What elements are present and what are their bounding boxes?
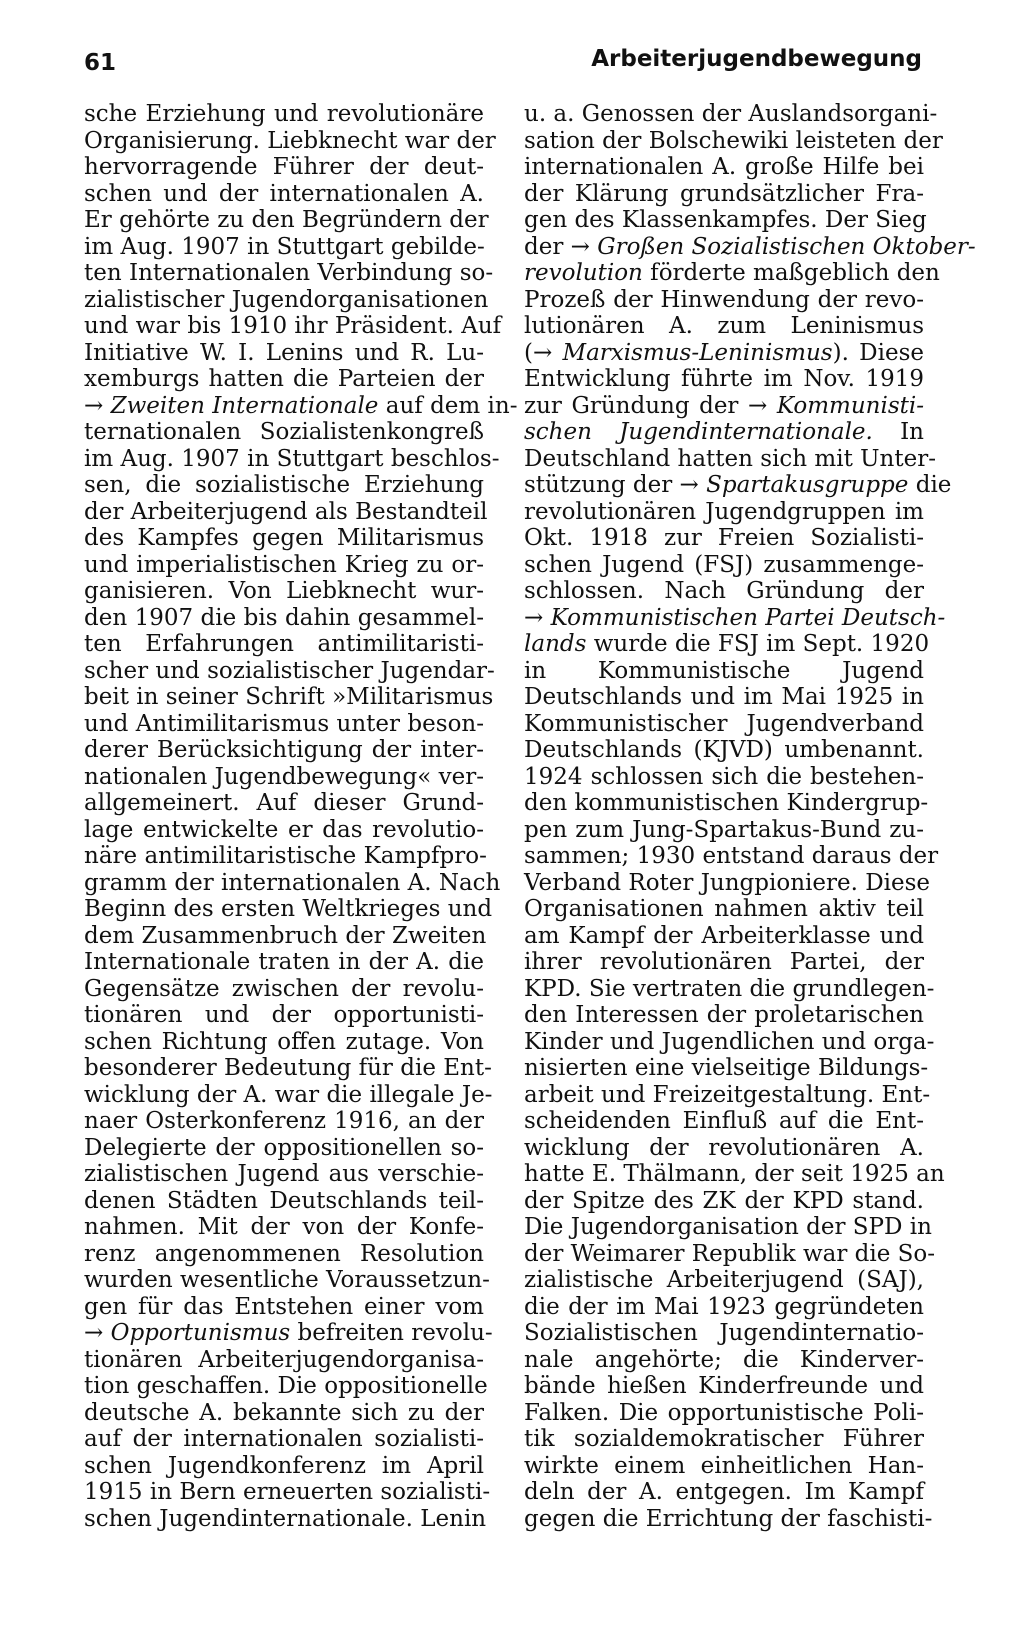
text-line (524, 393, 924, 420)
text-segment: der Arbeiterjugend als Bestandteil (84, 498, 488, 525)
text-line (84, 1135, 484, 1162)
text-segment: zur Gründung der → (524, 392, 777, 419)
text-segment: Kommunistischer Jugendverband (524, 710, 924, 737)
text-segment: scher und sozialistischer Jugendar- (84, 657, 495, 684)
text-line (524, 1294, 924, 1321)
text-segment: sche Erziehung und revolutionäre (84, 101, 484, 127)
text-segment: schen Jugend (FSJ) zusammenge- (524, 551, 924, 578)
text-segment: zialistischen Jugend aus verschie- (84, 1161, 484, 1187)
text-segment: Gegensätze zwischen der revolu- (84, 975, 484, 1002)
text-line (524, 658, 924, 685)
text-segment: die der im Mai 1923 gegründeten (524, 1293, 924, 1320)
text-line (84, 127, 496, 155)
text-line (84, 1373, 488, 1400)
text-line (524, 1108, 924, 1135)
text-segment: stützung der → (524, 472, 707, 498)
text-segment: xemburgs hatten die Parteien der (84, 366, 484, 392)
text-segment: sammen; 1930 entstand daraus der (524, 843, 939, 869)
text-line (84, 1241, 484, 1268)
text-line (84, 737, 484, 764)
text-line (84, 498, 488, 526)
text-line (524, 923, 924, 950)
text-line (84, 1161, 484, 1188)
text-line (84, 1400, 484, 1427)
text-line (84, 605, 484, 632)
text-segment: im Aug. 1907 in Stuttgart gebilde- (84, 233, 485, 260)
text-segment: bände hießen Kinderfreunde und (524, 1373, 924, 1399)
text-line (524, 207, 927, 234)
text-line (524, 1479, 924, 1506)
text-segment: wurde die FSJ im Sept. 1920 (586, 631, 930, 657)
text-segment: Deutschlands (KJVD) umbenannt. (524, 737, 924, 763)
text-segment: nationalen Jugendbewegung« ver- (84, 763, 484, 790)
text-line (84, 1347, 484, 1374)
text-line (84, 817, 484, 844)
text-line (84, 445, 500, 473)
text-line (84, 1479, 491, 1506)
text-line (84, 1267, 490, 1294)
text-segment: tionären Arbeiterjugendorganisa- (84, 1346, 484, 1373)
text-segment: wicklung der A. war die illegale Je- (84, 1081, 493, 1108)
text-line (84, 1505, 487, 1533)
text-line (524, 1505, 933, 1533)
text-line (524, 684, 924, 711)
text-line (84, 1055, 492, 1082)
text-segment: besonderer Bedeutung für die Ent- (84, 1055, 492, 1081)
text-segment: zialistischer Jugendorganisationen (84, 286, 489, 313)
text-line (524, 260, 940, 287)
text-line (524, 843, 939, 870)
text-segment: allgemeinert. Auf dieser Grund- (84, 790, 484, 816)
text-segment: Entwicklung führte im Nov. 1919 (524, 366, 924, 392)
text-line (84, 1426, 484, 1453)
text-line (524, 764, 924, 791)
text-line (84, 181, 484, 208)
text-segment: KPD. Sie vertraten die grundlegen- (524, 975, 935, 1002)
text-line (524, 313, 924, 340)
text-line (524, 604, 946, 632)
text-line (524, 472, 952, 499)
text-segment: tik sozialdemokratischer Führer (524, 1426, 924, 1452)
text-segment: gramm der internationalen A. Nach (84, 869, 501, 896)
text-line (84, 1029, 484, 1056)
text-segment: und Antimilitarismus unter beson- (84, 710, 484, 737)
text-segment: gen für das Entstehen einer vom (84, 1293, 484, 1320)
text-segment: tionären und der opportunisti- (84, 1002, 484, 1028)
page-number: 61 (84, 50, 117, 76)
text-segment: In (872, 419, 924, 445)
text-segment: Organisierung. Liebknecht war der (84, 127, 496, 154)
cross-reference: revolution (524, 260, 643, 286)
text-line (524, 1400, 924, 1427)
text-line (84, 1320, 493, 1347)
text-line (84, 392, 518, 420)
text-line (524, 1267, 924, 1294)
cross-reference: Großen Sozialistischen Oktober- (597, 233, 976, 260)
text-line (524, 949, 924, 976)
text-segment: schlossen. Nach Gründung der (524, 578, 924, 604)
text-line (84, 922, 487, 950)
text-segment: hervorragende Führer der deut- (84, 154, 484, 180)
text-line (84, 552, 484, 579)
text-segment: Kinder und Jugendlichen und orga- (524, 1028, 935, 1055)
cross-reference: Spartakusgruppe (706, 472, 909, 498)
text-segment: gen des Klassenkampfes. Der Sieg (524, 207, 927, 233)
text-line (84, 101, 484, 128)
text-line (524, 737, 924, 764)
text-line (524, 817, 924, 844)
text-segment: tion geschaffen. Die oppositionelle (84, 1373, 488, 1399)
text-segment: in Kommunistische Jugend (524, 657, 924, 684)
text-segment: ihrer revolutionären Partei, der (524, 949, 924, 975)
text-line (84, 260, 494, 287)
text-line (524, 1347, 924, 1374)
text-line (84, 207, 489, 234)
text-line (524, 1320, 924, 1347)
text-line (84, 419, 484, 446)
text-line (84, 1453, 484, 1480)
text-line (524, 975, 935, 1003)
text-segment: und imperialistischen Krieg zu or- (84, 551, 484, 578)
text-segment: den kommunistischen Kindergrup- (524, 790, 929, 816)
text-segment: Okt. 1918 zur Freien Sozialisti- (524, 525, 924, 551)
text-segment: lage entwickelte er das revolutio- (84, 816, 484, 843)
cross-reference: Marxismus-Leninismus (562, 339, 833, 366)
text-line (524, 631, 930, 658)
text-segment: wicklung der revolutionären A. (524, 1134, 924, 1161)
text-line (84, 286, 489, 314)
text-segment: Sozialistischen Jugendinternatio- (524, 1320, 924, 1346)
text-line (84, 525, 484, 552)
text-segment: Deutschland hatten sich mit Unter- (524, 445, 936, 472)
text-segment: ten Internationalen Verbindung so- (84, 260, 494, 286)
text-line (84, 1294, 484, 1321)
text-segment: nahmen. Mit der von der Konfe- (84, 1214, 484, 1240)
text-segment: hatte E. Thälmann, der seit 1925 an (524, 1161, 945, 1187)
text-segment: scheidenden Einfluß auf die Ent- (524, 1108, 924, 1134)
text-line (84, 154, 484, 181)
text-line (84, 1002, 484, 1029)
text-line (84, 976, 484, 1003)
text-line (524, 552, 924, 579)
text-segment: → (84, 1320, 111, 1346)
text-line (524, 1055, 929, 1082)
text-segment: Internationale traten in der A. die (84, 949, 484, 975)
text-segment: am Kampf der Arbeiterklasse und (524, 922, 924, 949)
text-segment: nale angehörte; die Kinderver- (524, 1346, 924, 1373)
text-segment: im Aug. 1907 in Stuttgart beschlos- (84, 445, 500, 472)
text-segment: → (84, 392, 111, 419)
text-line (84, 578, 484, 605)
text-segment: pen zum Jung-Spartakus-Bund zu- (524, 816, 924, 843)
text-segment: derer Berücksichtigung der inter- (84, 737, 484, 763)
text-segment: gegen die Errichtung der faschisti- (524, 1505, 933, 1532)
text-line (524, 525, 924, 552)
text-segment: befreiten revolu- (290, 1320, 493, 1346)
text-line (524, 366, 924, 393)
text-line (524, 896, 924, 923)
text-line (84, 234, 484, 261)
text-segment: Falken. Die opportunistische Poli- (524, 1399, 924, 1426)
text-line (524, 1214, 932, 1241)
cross-reference: Kommunistischen Partei Deutsch- (550, 604, 946, 631)
text-segment: Beginn des ersten Weltkrieges und (84, 896, 493, 922)
text-line (84, 764, 484, 791)
cross-reference: Opportunismus (110, 1320, 291, 1346)
text-line (524, 1028, 935, 1056)
text-line (524, 1161, 945, 1188)
text-segment: denen Städten Deutschlands teil- (84, 1187, 484, 1214)
text-segment: Die Jugendorganisation der SPD in (524, 1214, 932, 1240)
cross-reference: schen Jugendinternationale. (524, 419, 873, 445)
text-segment: (→ (524, 339, 563, 366)
text-segment: schen Richtung offen zutage. Von (84, 1028, 484, 1055)
text-segment: deutsche A. bekannte sich zu der (84, 1399, 484, 1426)
text-segment: ganisieren. Von Liebknecht wur- (84, 578, 484, 604)
text-segment: Prozeß der Hinwendung der revo- (524, 286, 924, 313)
text-segment: sation der Bolschewiki leisteten der (524, 127, 943, 154)
text-segment: der → (524, 233, 598, 260)
text-line (84, 843, 487, 870)
text-segment: lutionären A. zum Leninismus (524, 313, 924, 339)
text-line (84, 1214, 484, 1241)
text-line (524, 233, 976, 261)
text-segment: Er gehörte zu den Begründern der (84, 207, 489, 233)
text-line (84, 631, 484, 658)
text-line (524, 790, 929, 817)
text-segment: deln der A. entgegen. Im Kampf (524, 1479, 924, 1505)
text-segment: Organisationen nahmen aktiv teil (524, 896, 924, 922)
text-line (84, 657, 495, 685)
text-segment: dem Zusammenbruch der Zweiten (84, 922, 487, 949)
text-segment: den Interessen der proletarischen (524, 1002, 924, 1028)
text-line (524, 1188, 924, 1215)
text-segment: wirkte einem einheitlichen Han- (524, 1452, 924, 1479)
text-line (84, 949, 484, 976)
text-line (524, 1373, 924, 1400)
text-segment: → (524, 604, 551, 631)
text-line (524, 1453, 924, 1480)
text-line (84, 684, 494, 711)
text-segment: schen Jugendinternationale. Lenin (84, 1505, 487, 1532)
text-line (524, 445, 936, 473)
text-segment: und war bis 1910 ihr Präsident. Auf (84, 313, 502, 339)
text-segment: ternationalen Sozialistenkongreß (84, 419, 484, 445)
text-line (524, 499, 924, 526)
text-line (524, 869, 931, 897)
text-segment: des Kampfes gegen Militarismus (84, 525, 484, 551)
text-line (84, 313, 502, 340)
text-segment: sen, die sozialistische Erziehung (84, 472, 484, 498)
text-segment: revolutionären Jugendgruppen im (524, 498, 924, 525)
text-segment: u. a. Genossen der Auslandsorgani- (524, 101, 938, 127)
text-segment: 1924 schlossen sich die bestehen- (524, 763, 924, 790)
text-line (84, 896, 493, 923)
text-line (524, 1426, 924, 1453)
text-segment: zialistische Arbeiterjugend (SAJ), (524, 1267, 924, 1293)
text-segment: näre antimilitaristische Kampfpro- (84, 843, 487, 869)
text-segment: schen Jugendkonferenz im April (84, 1452, 484, 1479)
text-segment: schen und der internationalen A. (84, 180, 484, 207)
text-line (84, 366, 484, 393)
text-line (524, 181, 924, 208)
text-line (84, 1188, 484, 1215)
text-segment: den 1907 die bis dahin gesammel- (84, 604, 484, 631)
text-segment: ). Diese (832, 339, 924, 366)
text-segment: wurden wesentliche Voraussetzun- (84, 1267, 490, 1293)
text-line (84, 869, 501, 897)
text-segment: arbeit und Freizeitgestaltung. Ent- (524, 1081, 931, 1108)
text-segment: auf der internationalen sozialisti- (84, 1426, 484, 1452)
text-line (84, 790, 484, 817)
text-line (524, 578, 924, 605)
text-line (524, 154, 924, 181)
text-segment: nisierten eine vielseitige Bildungs- (524, 1055, 929, 1081)
cross-reference: lands (524, 631, 587, 657)
text-segment: renz angenommenen Resolution (84, 1240, 484, 1267)
text-line (84, 472, 484, 499)
text-line (524, 1081, 931, 1109)
text-line (524, 419, 924, 446)
text-segment: beit in seiner Schrift »Militarismus (84, 684, 494, 710)
text-segment: Verband Roter Jungpioniere. Diese (524, 869, 931, 896)
text-segment: internationalen A. große Hilfe bei (524, 154, 924, 180)
text-segment: die (908, 472, 952, 498)
text-segment: ten Erfahrungen antimilitaristi- (84, 631, 484, 657)
text-segment: der Spitze des ZK der KPD stand. (524, 1187, 924, 1214)
text-line (524, 711, 924, 738)
text-line (524, 127, 943, 155)
text-line (524, 287, 924, 314)
cross-reference: Kommunisti- (776, 392, 924, 419)
text-line (524, 340, 924, 367)
text-line (524, 101, 938, 128)
text-line (524, 1240, 936, 1268)
text-segment: förderte maßgeblich den (642, 260, 940, 286)
text-segment: 1915 in Bern erneuerten sozialisti- (84, 1479, 491, 1505)
text-segment: Initiative W. I. Lenins und R. Lu- (84, 339, 484, 366)
left-column (84, 101, 518, 1532)
text-segment: auf dem in- (378, 392, 518, 419)
running-title: Arbeiterjugendbewegung (591, 46, 922, 72)
text-line (84, 1108, 484, 1135)
text-line (84, 340, 484, 367)
right-column (524, 101, 976, 1532)
text-line (524, 1135, 924, 1162)
text-segment: der Weimarer Republik war die So- (524, 1240, 936, 1267)
cross-reference: Zweiten Internationale (110, 392, 379, 419)
text-segment: naer Osterkonferenz 1916, an der (84, 1108, 484, 1134)
text-segment: der Klärung grundsätzlicher Fra- (524, 180, 924, 207)
text-segment: Deutschlands und im Mai 1925 in (524, 684, 924, 710)
text-line (84, 711, 484, 738)
text-segment: Delegierte der oppositionellen so- (84, 1134, 484, 1161)
text-line (84, 1081, 493, 1109)
text-line (524, 1002, 924, 1029)
